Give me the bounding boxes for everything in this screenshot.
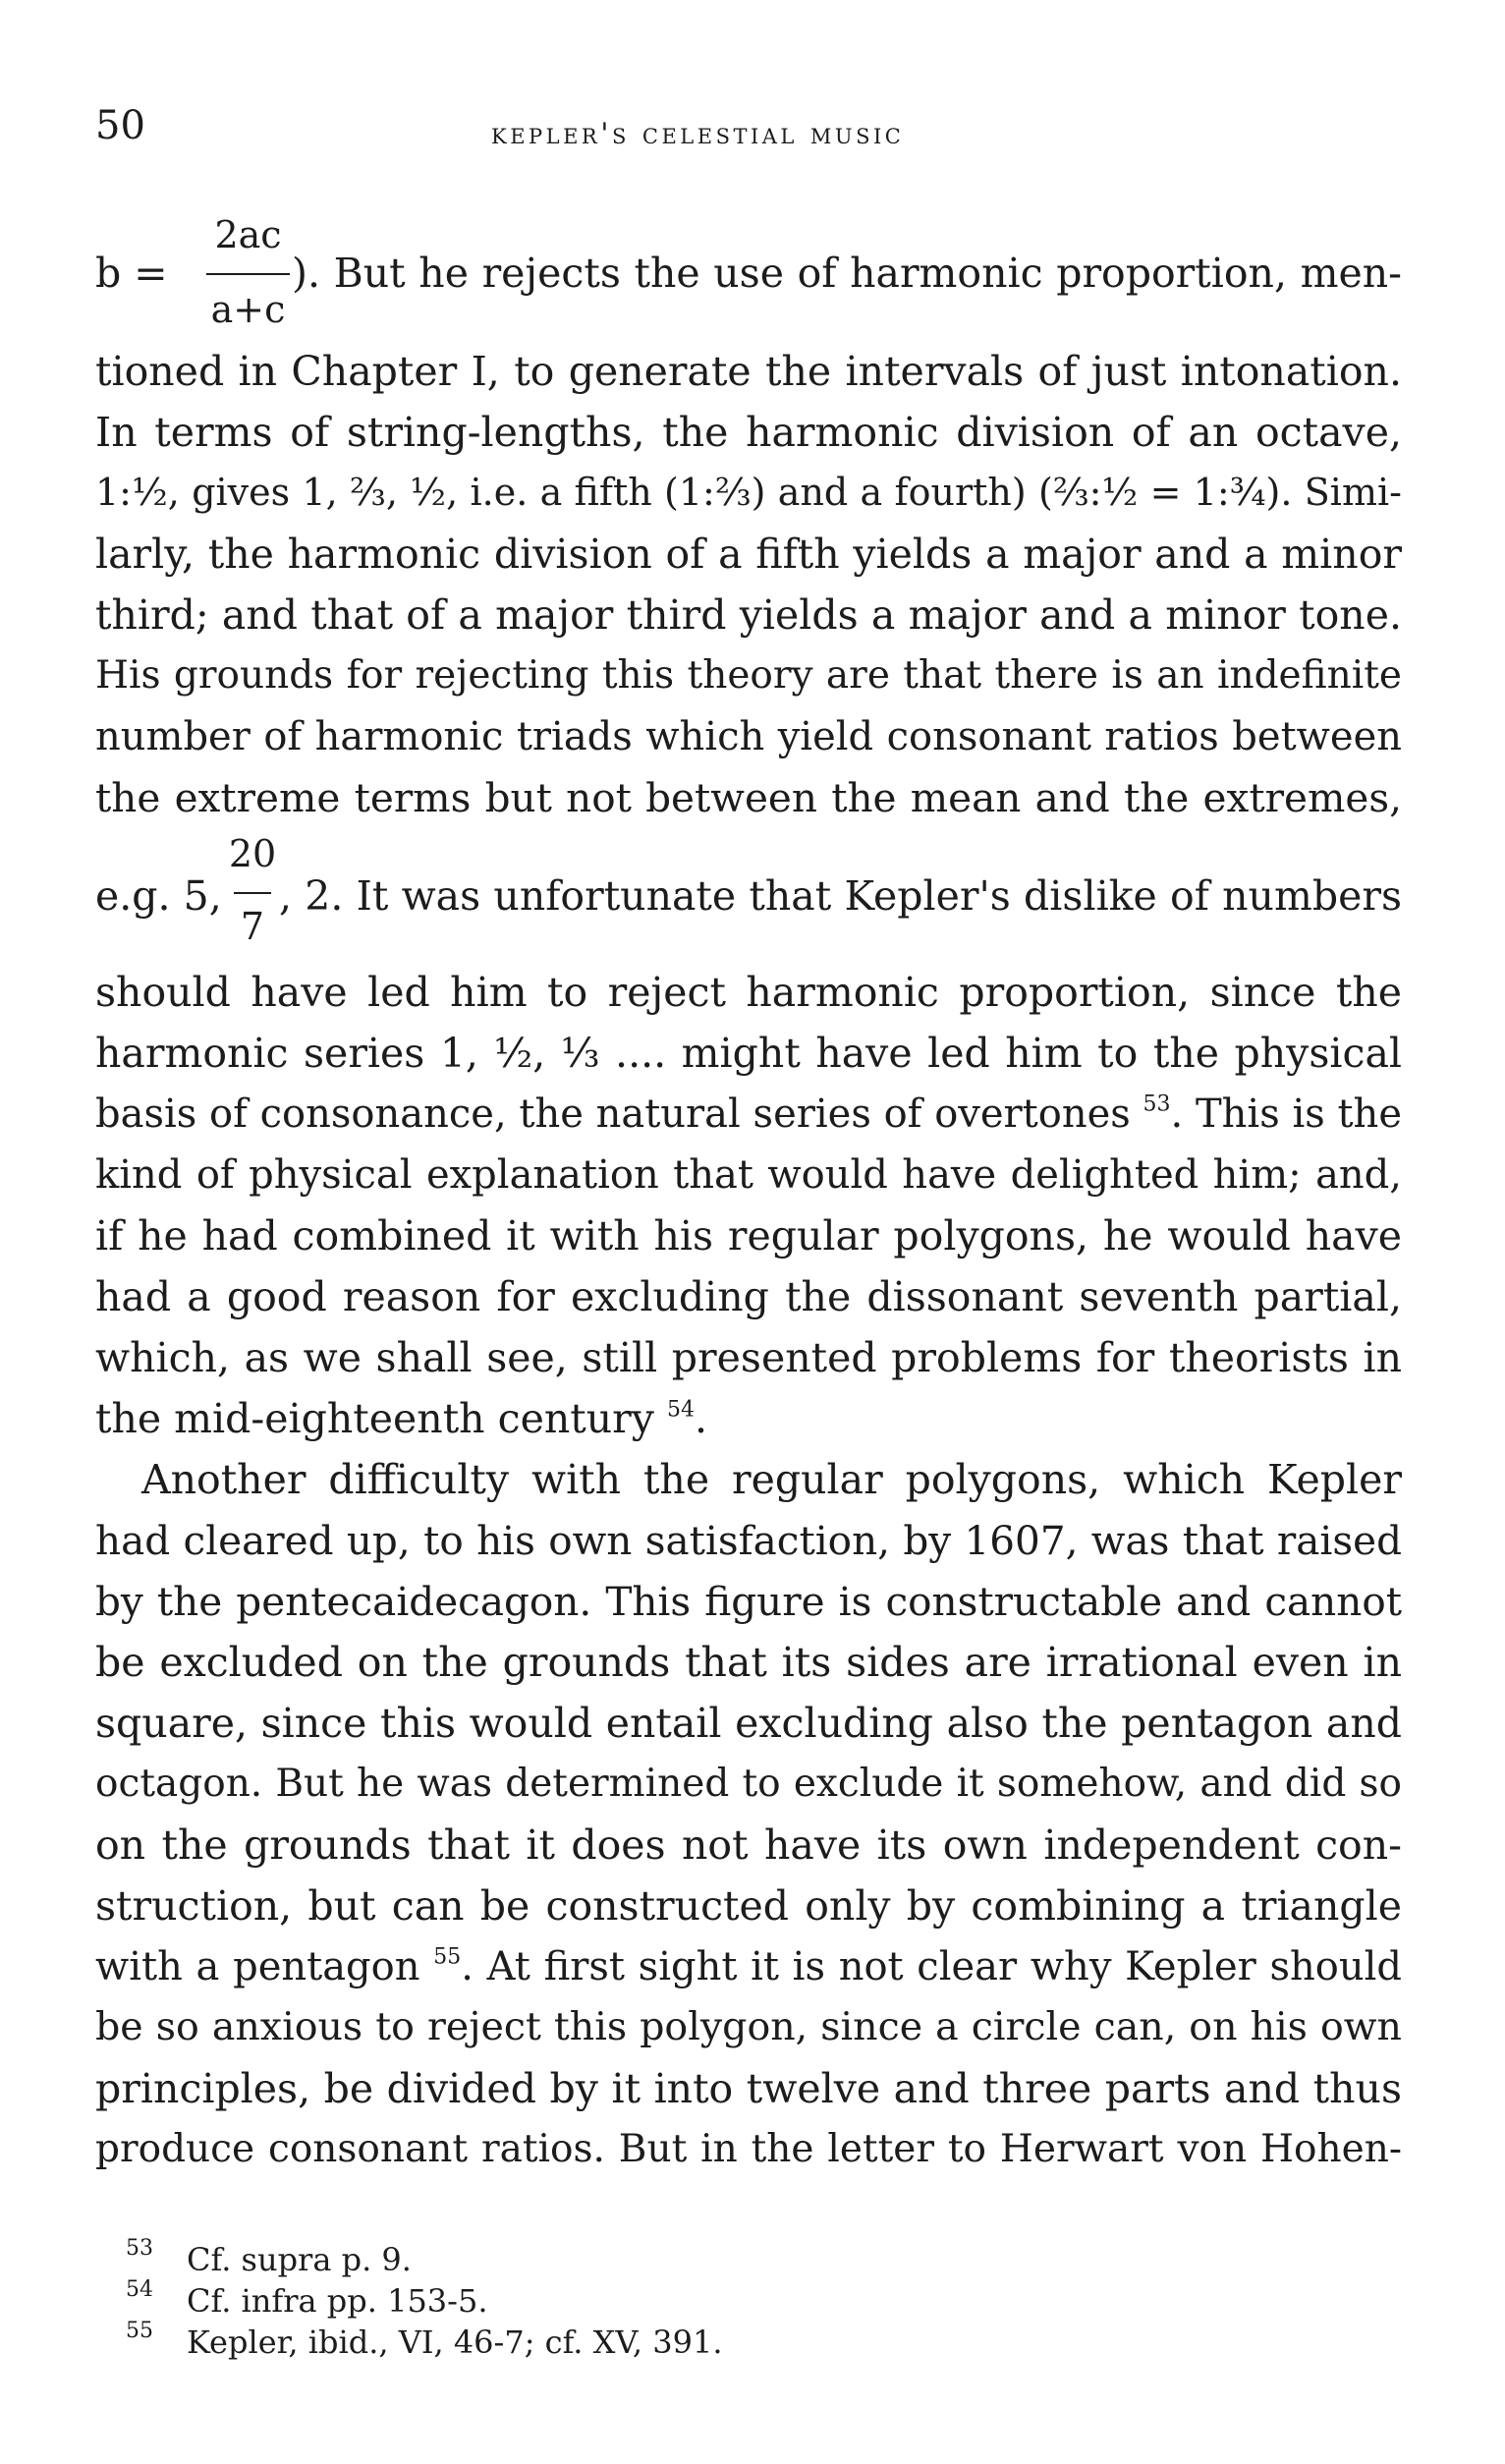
text-line-with-footnote-ref bbox=[95, 1944, 1403, 1989]
text-line: larly, the harmonic division of a fifth yields a major and a minor bbox=[95, 531, 1402, 578]
footnote-ref-55: 55 bbox=[433, 1944, 462, 1970]
formula-b-numerator: 2ac bbox=[214, 213, 282, 256]
text-line: Another difficulty with the regular polygons, which Kepler bbox=[141, 1456, 1402, 1503]
formula-eg-text: , 2. It was unfortunate that Kepler's dislike of numbers bbox=[279, 872, 1402, 920]
text-fragment: with a pentagon bbox=[95, 1944, 420, 1989]
footnote-text: Kepler, ibid., VI, 46-7; cf. XV, 391. bbox=[187, 2324, 723, 2361]
text-fragment: . This is the bbox=[1170, 1092, 1402, 1137]
text-line-with-footnote-ref bbox=[95, 1395, 1402, 1442]
text-line: tioned in Chapter I, to generate the intervals of just intonation. bbox=[95, 348, 1402, 395]
formula-eg-fraction-bar bbox=[234, 892, 271, 894]
text-line: 1:½, gives 1, ⅔, ½, i.e. a fifth (1:⅔) and a fourth) (⅔:½ = 1:¾). Simi- bbox=[95, 471, 1402, 514]
formula-b-lhs: b = bbox=[95, 250, 168, 297]
formula-b-denominator: a+c bbox=[210, 288, 286, 331]
text-line: kind of physical explanation that would have delighted him; and, bbox=[95, 1152, 1402, 1198]
text-line: number of harmonic triads which yield consonant ratios between bbox=[95, 714, 1402, 759]
formula-eg-before: e.g. 5, bbox=[95, 872, 222, 920]
text-line: by the pentecaidecagon. This figure is constructable and cannot bbox=[95, 1578, 1402, 1625]
text-line-with-footnote-ref bbox=[95, 1092, 1402, 1137]
text-line: had a good reason for excluding the dissonant seventh partial, bbox=[95, 1273, 1402, 1320]
text-line: had cleared up, to his own satisfaction, by 1607, was that raised bbox=[95, 1517, 1402, 1564]
text-line: octagon. But he was determined to exclude it somehow, and did so bbox=[95, 1762, 1402, 1806]
text-line: principles, be divided by it into twelve and three parts and thus bbox=[95, 2065, 1402, 2112]
formula-b-fraction-bar bbox=[206, 273, 290, 275]
text-line: be so anxious to reject this polygon, since a circle can, on his own bbox=[95, 2004, 1402, 2049]
page-number: 50 bbox=[95, 103, 145, 148]
text-fragment: . At first sight it is not clear why Kepler should bbox=[461, 1944, 1403, 1989]
text-line: His grounds for rejecting this theory are that there is an indefinite bbox=[95, 653, 1402, 698]
footnote-number: 53 bbox=[126, 2236, 153, 2261]
text-line: on the grounds that it does not have its own independent con- bbox=[95, 1821, 1402, 1869]
formula-eg-numerator: 20 bbox=[228, 832, 277, 875]
footnote-ref-53: 53 bbox=[1143, 1092, 1171, 1117]
text-line: should have led him to reject harmonic proportion, since the bbox=[95, 969, 1402, 1016]
footnote-ref-54: 54 bbox=[666, 1397, 695, 1423]
text-line: the extreme terms but not between the mean and the extremes, bbox=[95, 774, 1402, 821]
text-line: harmonic series 1, ½, ⅓ .... might have led him to the physical bbox=[95, 1030, 1402, 1077]
text-fragment: the mid-eighteenth century bbox=[95, 1395, 654, 1442]
running-head: kepler's celestial music bbox=[491, 117, 905, 151]
text-line: if he had combined it with his regular polygons, he would have bbox=[95, 1212, 1402, 1260]
text-line: third; and that of a major third yields a major and a minor tone. bbox=[95, 591, 1402, 639]
footnote-number: 54 bbox=[126, 2277, 153, 2302]
text-line: produce consonant ratios. But in the letter to Herwart von Hohen- bbox=[95, 2127, 1402, 2171]
footnote-number: 55 bbox=[126, 2319, 153, 2343]
footnote-text: Cf. supra p. 9. bbox=[187, 2241, 412, 2278]
text-line: In terms of string-lengths, the harmonic division of an octave, bbox=[95, 409, 1402, 456]
text-fragment: . bbox=[694, 1395, 707, 1442]
text-line: which, as we shall see, still presented problems for theorists in bbox=[95, 1334, 1402, 1381]
formula-eg-denominator: 7 bbox=[240, 905, 265, 948]
formula-b-text: ). But he rejects the use of harmonic proportion, men- bbox=[292, 250, 1402, 297]
text-line: be excluded on the grounds that its sides are irrational even in bbox=[95, 1639, 1402, 1686]
footnote-text: Cf. infra pp. 153-5. bbox=[187, 2282, 488, 2320]
text-line: square, since this would entail excluding also the pentagon and bbox=[95, 1700, 1402, 1747]
text-line: struction, but can be constructed only by combining a triangle bbox=[95, 1882, 1402, 1930]
text-fragment: basis of consonance, the natural series of overtones bbox=[95, 1092, 1131, 1137]
